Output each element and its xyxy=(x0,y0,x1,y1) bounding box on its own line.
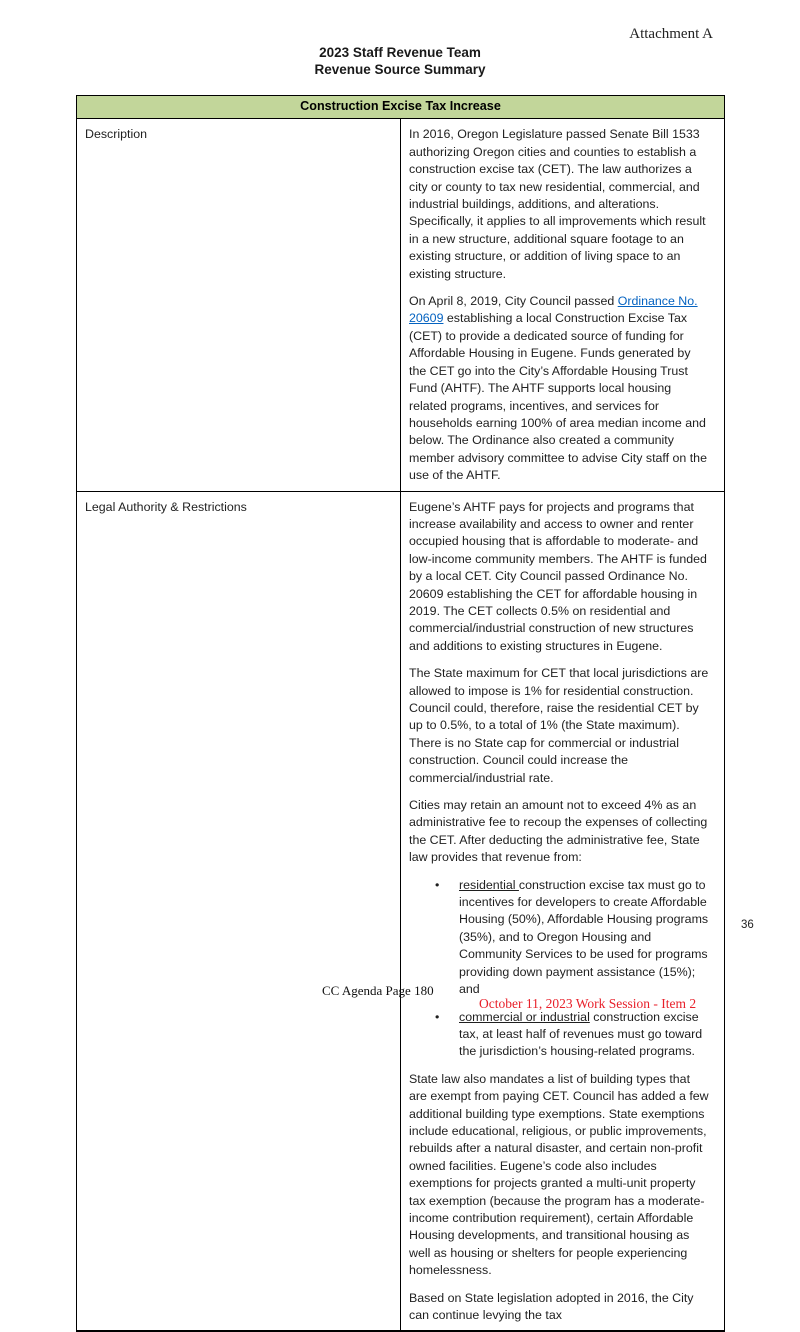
paragraph xyxy=(409,293,710,484)
row-label: Description xyxy=(77,119,401,491)
footer-work-session: October 11, 2023 Work Session - Item 2 xyxy=(479,996,697,1011)
row-content xyxy=(401,491,725,1331)
table-row xyxy=(77,491,725,1331)
text-segment: State law also mandates a list of building types that are exempt from paying CET. Council has added a few additional building type exemptions. State exemptions include educational, religious, or public improvements, rebuilds after a natural disaster, and certain non-profit owned facilities. Eugene’s code also includes exemptions for projects granted a multi-unit property tax exemption (because the program has a moderate-income contribution requirement), certain Affordable Housing developments, and transitional housing as well as housing or shelters for people experiencing homelessness. xyxy=(409,1071,709,1278)
title-line-2: Revenue Source Summary xyxy=(314,62,486,77)
text-segment: construction excise tax, at least half of revenues must go toward the jurisdiction’s housing-related programs. xyxy=(459,1009,703,1059)
underlined-text: commercial or industrial xyxy=(459,1009,590,1024)
ordinance-link[interactable]: Ordinance No. 20609 xyxy=(409,294,698,326)
paragraph xyxy=(409,665,710,787)
document-title xyxy=(0,44,800,78)
text-segment: establishing a local Construction Excise Tax (CET) to provide a dedicated source of funding for Affordable Housing in Eugene. Funds generated by the CET go into the City’s Affordable Housing Trust Fund (AHTF). The AHTF supports local housing related programs, incentives, and services for households earning 100% of area median income and below. The Ordinance also created a community member advisory committee to advise City staff on the use of the AHTF. xyxy=(409,311,707,483)
attachment-text: Attachment A xyxy=(629,26,713,42)
table-body xyxy=(77,119,725,1332)
attachment-label xyxy=(629,26,713,43)
paragraph xyxy=(409,1290,710,1325)
row-label: Legal Authority & Restrictions xyxy=(77,491,401,1331)
text-segment: Eugene’s AHTF pays for projects and programs that increase availability and access to owner and renter occupied housing that is affordable to moderate- and low-income community members. The AHTF is funded by a local CET. City Council passed Ordinance No. 20609 establishing the CET for affordable housing in 2019. The CET collects 0.5% on residential and commercial/industrial construction of new structures and additions to existing structures in Eugene. xyxy=(409,499,707,653)
text-segment: The State maximum for CET that local jurisdictions are allowed to impose is 1% for residential construction. Council could, therefore, raise the residential CET by up to 0.5%, to a total of 1% (the State maximum). There is no State cap for commercial or industrial construction. Council could increase the commercial/industrial rate. xyxy=(409,666,709,785)
paragraph xyxy=(409,499,710,656)
paragraph xyxy=(409,797,710,867)
footer-agenda-page: CC Agenda Page 180 xyxy=(322,983,434,998)
underlined-text: residential xyxy=(459,877,519,892)
table-header-row xyxy=(77,96,725,119)
row-content xyxy=(401,119,725,491)
text-segment: construction excise tax must go to incentives for developers to create Affordable Housing (50%), Affordable Housing programs (35%), and to Oregon Housing and Community Services to be used for programs providing down payment assistance (15%); and xyxy=(459,877,709,997)
text-segment: Cities may retain an amount not to exceed 4% as an administrative fee to recoup the expenses of collecting the CET. After deducting the administrative fee, State law provides that revenue from: xyxy=(409,798,708,865)
revenue-summary-table xyxy=(76,95,725,1332)
page-number: 36 xyxy=(741,919,754,931)
text-segment: On April 8, 2019, City Council passed xyxy=(409,294,618,309)
table-row xyxy=(77,119,725,491)
text-segment: In 2016, Oregon Legislature passed Senate Bill 1533 authorizing Oregon cities and counties to establish a construction excise tax (CET). The law authorizes a city or county to tax new residential, commercial, and industrial buildings, additions, and alterations. Specifically, it applies to all improvements which result in a new structure, additional square footage to an existing structure, or addition of living space to an existing structure. xyxy=(409,127,706,281)
title-line-1: 2023 Staff Revenue Team xyxy=(319,45,481,60)
paragraph xyxy=(409,126,710,283)
bullet-item xyxy=(409,877,710,999)
paragraph xyxy=(409,1071,710,1280)
text-segment: Based on State legislation adopted in 2016, the City can continue levying the tax xyxy=(409,1290,694,1322)
table-title: Construction Excise Tax Increase xyxy=(77,96,725,119)
